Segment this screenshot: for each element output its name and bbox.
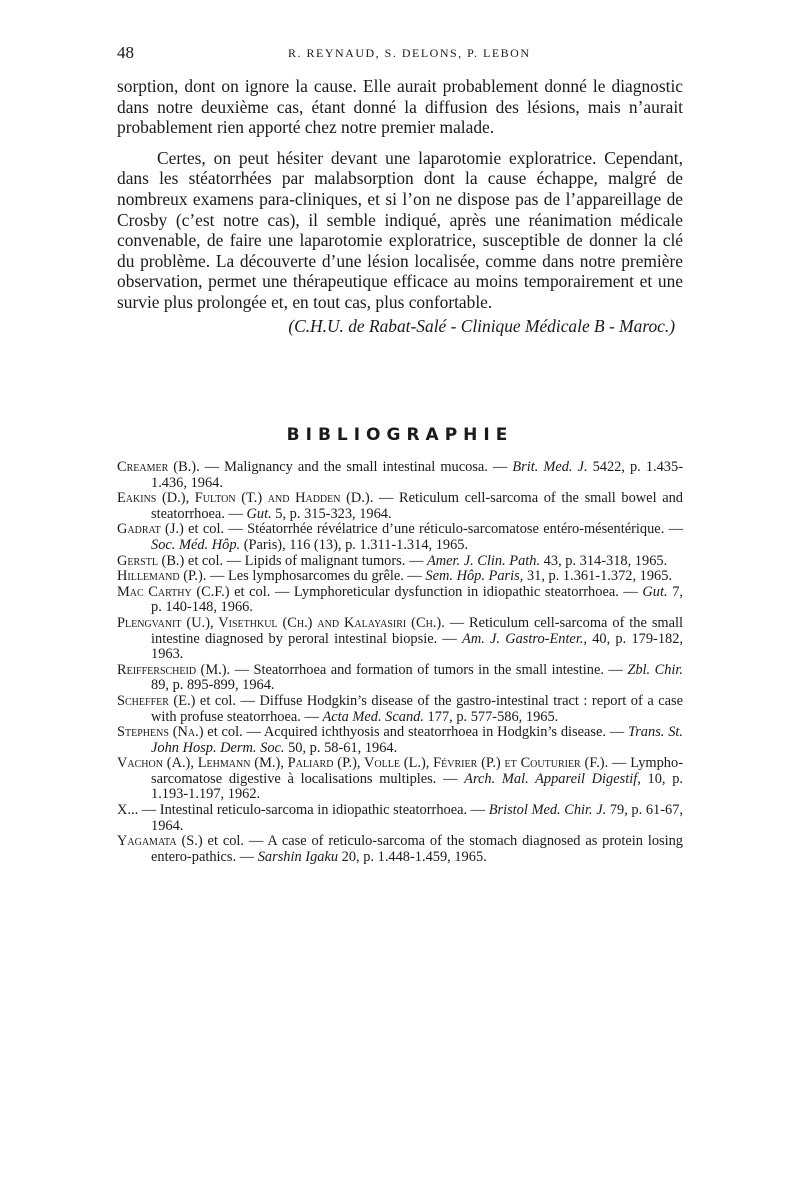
page-header — [117, 43, 683, 65]
reference-item — [117, 694, 683, 725]
reference-details: 79, p. 61-67, 1964. — [151, 802, 683, 834]
reference-journal: Sarshin Igaku — [257, 848, 339, 865]
reference-journal: Brit. Med. J. — [512, 459, 588, 475]
reference-item — [117, 663, 683, 694]
reference-details: 20, p. 1.448-1.459, 1965. — [338, 848, 487, 865]
reference-item — [117, 554, 683, 570]
reference-details: 43, p. 314-318, 1965. — [540, 552, 668, 569]
reference-authors: X... — [117, 802, 139, 819]
reference-text: et col. — Lymphoreticular dysfunction in idiopathic steatorrhoea. — — [229, 583, 643, 600]
reference-journal: Am. J. Gastro-Enter., — [462, 630, 588, 647]
reference-journal: Soc. Méd. Hôp. — [151, 536, 241, 553]
bibliography-title: BIBLIOGRAPHIE — [286, 425, 514, 445]
reference-journal: Arch. Mal. Appareil Digestif, — [464, 770, 641, 787]
reference-authors: Scheffer (E.) — [117, 692, 196, 709]
paragraph: sorption, dont on ignore la cause. Elle aurait probablement donné le diagnostic dans notre deuxième cas, étant donné la diffusion des lésions, mais n’aurait probablement rien apporté chez notre premier malade. — [117, 76, 683, 138]
reference-journal: Bristol Med. Chir. J. — [488, 802, 607, 819]
reference-authors: Reifferscheid (M.). — [117, 661, 231, 678]
reference-details: 5, p. 315-323, 1964. — [271, 505, 392, 522]
reference-item — [117, 834, 683, 865]
running-title: R. REYNAUD, S. DELONS, P. LEBON — [288, 46, 531, 60]
reference-journal: Acta Med. Scand. — [322, 708, 424, 725]
reference-item — [117, 756, 683, 803]
reference-authors: Plengvanit (U.), Visethkul (Ch.) and Kalayasiri (Ch.). — [117, 614, 445, 631]
reference-item — [117, 725, 683, 756]
reference-item — [117, 803, 683, 834]
reference-text: — Intestinal reticulo-sarcoma in idiopathic steatorrhoea. — — [138, 802, 489, 819]
reference-journal: Gut. — [642, 583, 668, 600]
reference-authors: Stephens (Na.) — [117, 724, 204, 741]
reference-authors: Eakins (D.), Fulton (T.) and Hadden (D.). — [117, 490, 374, 507]
reference-details: 89, p. 895-899, 1964. — [151, 677, 275, 694]
reference-text: — Malignancy and the small intestinal mucosa. — — [199, 459, 513, 475]
reference-journal: Zbl. Chir. — [627, 661, 683, 678]
reference-item — [117, 491, 683, 522]
reference-item — [117, 569, 683, 585]
bibliography-list — [117, 460, 683, 865]
reference-details: 50, p. 58-61, 1964. — [284, 739, 398, 756]
reference-text: et col. — A case of reticulo-sarcoma of the stomach diagnosed as protein losing entero-pathics. — — [151, 833, 684, 865]
reference-authors: Yagamata (S.) — [117, 833, 203, 850]
reference-details: (Paris), 116 (13), p. 1.311-1.314, 1965. — [240, 536, 469, 553]
reference-details: 40, p. 179-182, 1963. — [151, 630, 683, 663]
reference-journal: Trans. St. John Hosp. Derm. Soc. — [151, 724, 683, 756]
affiliation: (C.H.U. de Rabat-Salé - Clinique Médicale B - Maroc.) — [288, 316, 675, 336]
reference-journal: Sem. Hôp. Paris, — [425, 568, 524, 585]
reference-text: — Lympho-sarcomatose digestive à localisations multiples. — — [151, 755, 683, 787]
reference-text: et col. — Lipids of malignant tumors. — — [184, 552, 427, 569]
reference-authors: Mac Carthy (C.F.) — [117, 583, 230, 600]
reference-item — [117, 585, 683, 616]
reference-item — [117, 616, 683, 663]
reference-authors: Gadrat (J.) — [117, 521, 184, 538]
reference-text: — Les lymphosarcomes du grêle. — — [206, 568, 426, 585]
reference-text: — Reticulum cell-sarcoma of the small bowel and steatorrhoea. — — [151, 490, 683, 522]
reference-item — [117, 522, 683, 553]
reference-details: 7, p. 140-148, 1966. — [151, 583, 683, 616]
reference-authors: Creamer (B.). — [117, 459, 200, 475]
page-number: 48 — [117, 43, 134, 62]
reference-item — [117, 460, 683, 491]
reference-text: — Steatorrhoea and formation of tumors in the small intestine. — — [230, 661, 628, 678]
reference-authors: Gerstl (B.) — [117, 552, 185, 569]
reference-details: 31, p. 1.361-1.372, 1965. — [523, 568, 673, 585]
reference-details: 5422, p. 1.435-1.436, 1964. — [151, 459, 683, 491]
paragraph: Certes, on peut hésiter devant une laparotomie exploratrice. Cependant, dans les stéatorrhées par malabsorption dont la cause échappe, malgré de nombreux examens para-cliniques, et si l’on ne dispose pas de l’appareillage de Crosby (c’est notre cas), il semble indiqué, après une réanimation médicale convenable, de faire une laparotomie exploratrice, susceptible de donner la clé du problème. La découverte d’une lésion localisée, comme dans notre première observation, permet une thérapeutique efficace au moins temporairement et une survie plus prolongée et, en tout cas, plus confortable. — [117, 147, 683, 312]
reference-details: 177, p. 577-586, 1965. — [423, 708, 559, 725]
reference-journal: Gut. — [246, 505, 272, 522]
reference-text: — Reticulum cell-sarcoma of the small intestine diagnosed by peroral intestinal biopsie. — — [151, 614, 683, 647]
reference-text: et col. — Acquired ichthyosis and steatorrhoea in Hodgkin’s disease. — — [203, 724, 628, 741]
reference-authors: Vachon (A.), Lehmann (M.), Paliard (P.), Volle (L.), Février (P.) et Couturier (F.). — [117, 755, 609, 772]
reference-details: 10, p. 1.193-1.197, 1962. — [151, 770, 684, 803]
body-text — [117, 76, 683, 313]
reference-journal: Amer. J. Clin. Path. — [426, 552, 541, 569]
reference-authors: Hillemand (P.). — [117, 568, 207, 585]
reference-text: et col. — Diffuse Hodgkin’s disease of the gastro-intestinal tract : report of a case with profuse steatorrhoea. — — [151, 692, 683, 725]
reference-text: et col. — Stéatorrhée révélatrice d’une réticulo-sarcomatose entéro-mésentérique. — — [183, 521, 684, 538]
